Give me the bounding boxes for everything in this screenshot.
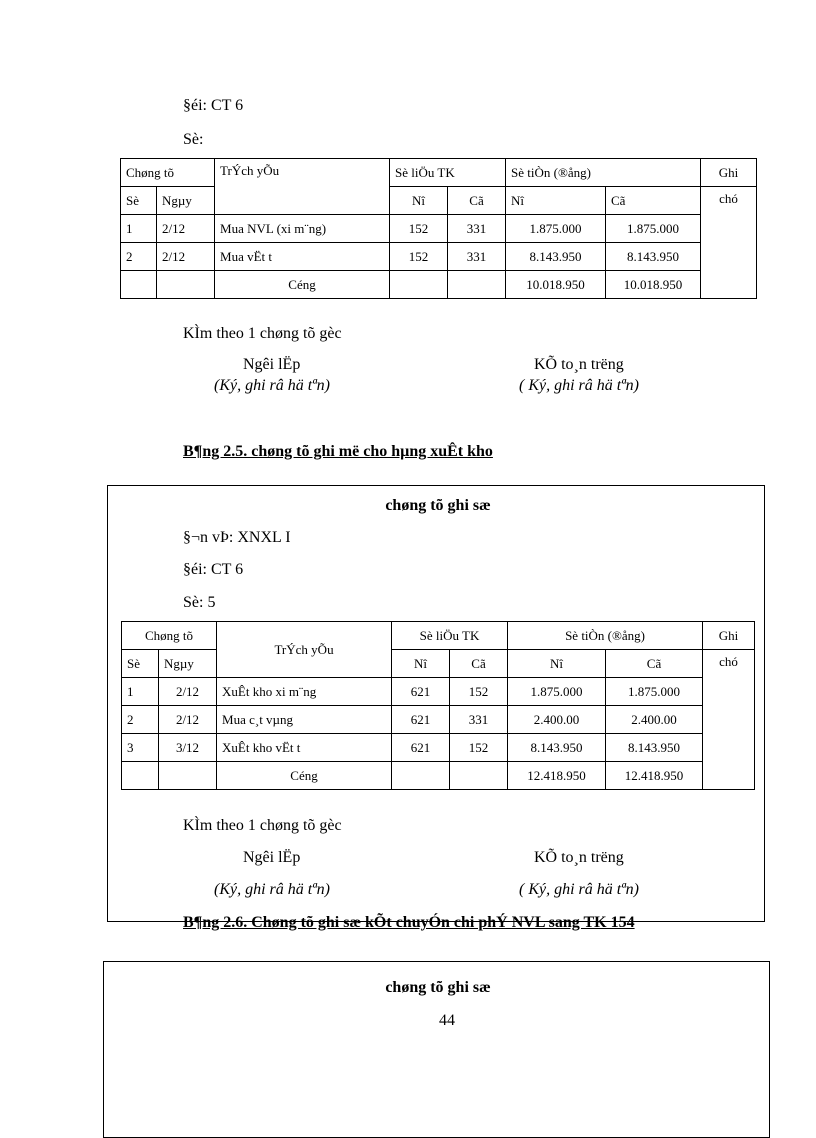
header-ngay: Ngµy bbox=[159, 650, 217, 678]
header-chung-tu: Chøng tõ bbox=[122, 622, 217, 650]
header-so: Sè bbox=[122, 650, 159, 678]
chief-accountant-signature-note: ( Ký, ghi râ hä tªn) bbox=[519, 377, 639, 394]
header-so-hieu-tk: Sè liÖu TK bbox=[392, 622, 508, 650]
header-no-tk: Nî bbox=[390, 187, 448, 215]
cell-empty bbox=[392, 762, 450, 790]
cell-tk-co: 331 bbox=[448, 243, 506, 271]
header-trich-yeu: TrÝch yÕu bbox=[217, 622, 392, 678]
preparer-label: Ngêi lËp bbox=[243, 849, 301, 866]
cell-so: 3 bbox=[122, 734, 159, 762]
table-total-row bbox=[121, 271, 757, 299]
cell-tk-no: 152 bbox=[390, 215, 448, 243]
cell-trich-yeu: Mua c¸t vµng bbox=[217, 706, 392, 734]
table-row bbox=[122, 734, 755, 762]
cell-ngay: 2/12 bbox=[157, 243, 215, 271]
cell-tien-co: 1.875.000 bbox=[606, 678, 703, 706]
header-chung-tu: Chøng tõ bbox=[121, 159, 215, 187]
cell-trich-yeu: Mua NVL (xi m¨ng) bbox=[215, 215, 390, 243]
header-so-tien: Sè tiÒn (®ång) bbox=[506, 159, 701, 187]
page-number: 44 bbox=[439, 1012, 455, 1029]
header-so-tien: Sè tiÒn (®ång) bbox=[508, 622, 703, 650]
cell-tk-co: 331 bbox=[448, 215, 506, 243]
cell-empty bbox=[450, 762, 508, 790]
cell-ngay: 3/12 bbox=[159, 734, 217, 762]
chief-accountant-label: KÕ to¸n trëng bbox=[534, 356, 624, 373]
cell-empty bbox=[121, 271, 157, 299]
header-ghi-chu: Ghi bbox=[703, 622, 755, 650]
cell-ngay: 2/12 bbox=[159, 706, 217, 734]
cell-tien-no: 2.400.00 bbox=[508, 706, 606, 734]
cell-total-label: Céng bbox=[215, 271, 390, 299]
cell-tk-no: 621 bbox=[392, 678, 450, 706]
cell-total-no: 12.418.950 bbox=[508, 762, 606, 790]
team-label: §éi: CT 6 bbox=[183, 97, 244, 114]
cell-so: 2 bbox=[121, 243, 157, 271]
chief-accountant-signature-note: ( Ký, ghi râ hä tªn) bbox=[519, 881, 639, 898]
cell-so: 1 bbox=[121, 215, 157, 243]
cell-tk-co: 331 bbox=[450, 706, 508, 734]
header-co-tk: Cã bbox=[450, 650, 508, 678]
table-row bbox=[122, 678, 755, 706]
header-co-tien: Cã bbox=[606, 187, 701, 215]
voucher-number-label: Sè: bbox=[183, 131, 204, 148]
cell-tien-co: 8.143.950 bbox=[606, 243, 701, 271]
cell-so: 2 bbox=[122, 706, 159, 734]
header-no-tien: Nî bbox=[508, 650, 606, 678]
table-header-row bbox=[122, 622, 755, 650]
cell-tk-no: 621 bbox=[392, 734, 450, 762]
cell-tien-no: 1.875.000 bbox=[508, 678, 606, 706]
preparer-signature-note: (Ký, ghi râ hä tªn) bbox=[214, 881, 330, 898]
cell-empty bbox=[157, 271, 215, 299]
preparer-label: Ngêi lËp bbox=[243, 356, 301, 373]
voucher-table-1 bbox=[120, 158, 757, 299]
header-co-tien: Cã bbox=[606, 650, 703, 678]
chief-accountant-label: KÕ to¸n trëng bbox=[534, 849, 624, 866]
cell-total-co: 12.418.950 bbox=[606, 762, 703, 790]
cell-tk-co: 152 bbox=[450, 678, 508, 706]
cell-trich-yeu: XuÊt kho vËt t bbox=[217, 734, 392, 762]
cell-empty bbox=[122, 762, 159, 790]
cell-empty bbox=[159, 762, 217, 790]
cell-tien-no: 8.143.950 bbox=[506, 243, 606, 271]
cell-tien-co: 8.143.950 bbox=[606, 734, 703, 762]
header-ghi-chu-2: chó bbox=[703, 650, 755, 790]
team-label: §éi: CT 6 bbox=[183, 561, 244, 578]
header-ghi-chu: Ghi bbox=[701, 159, 757, 187]
table-row bbox=[122, 706, 755, 734]
cell-total-no: 10.018.950 bbox=[506, 271, 606, 299]
attachment-note: KÌm theo 1 chøng tõ gèc bbox=[183, 325, 342, 342]
table-subheader-row bbox=[122, 650, 755, 678]
table-caption-2-5: B¶ng 2.5. chøng tõ ghi më cho hµng xuÊt kho bbox=[183, 443, 493, 460]
cell-trich-yeu: Mua vËt t bbox=[215, 243, 390, 271]
header-so-hieu-tk: Sè liÖu TK bbox=[390, 159, 506, 187]
voucher-table-2 bbox=[121, 621, 755, 790]
header-no-tk: Nî bbox=[392, 650, 450, 678]
unit-label: §¬n vÞ: XNXL I bbox=[183, 529, 291, 546]
header-so: Sè bbox=[121, 187, 157, 215]
table-row bbox=[121, 243, 757, 271]
header-no-tien: Nî bbox=[506, 187, 606, 215]
cell-tk-no: 621 bbox=[392, 706, 450, 734]
cell-total-label: Céng bbox=[217, 762, 392, 790]
cell-ngay: 2/12 bbox=[159, 678, 217, 706]
header-ghi-chu-2: chó bbox=[701, 187, 757, 299]
cell-empty bbox=[448, 271, 506, 299]
cell-ngay: 2/12 bbox=[157, 215, 215, 243]
voucher-title: chøng tõ ghi sæ bbox=[385, 497, 491, 514]
voucher-title: chøng tõ ghi sæ bbox=[385, 979, 491, 996]
header-ngay: Ngµy bbox=[157, 187, 215, 215]
header-trich-yeu: TrÝch yÕu bbox=[215, 159, 390, 215]
table-header-row bbox=[121, 159, 757, 187]
table-total-row bbox=[122, 762, 755, 790]
cell-trich-yeu: XuÊt kho xi m¨ng bbox=[217, 678, 392, 706]
cell-tk-co: 152 bbox=[450, 734, 508, 762]
cell-tien-co: 2.400.00 bbox=[606, 706, 703, 734]
cell-so: 1 bbox=[122, 678, 159, 706]
cell-tien-no: 8.143.950 bbox=[508, 734, 606, 762]
header-co-tk: Cã bbox=[448, 187, 506, 215]
cell-total-co: 10.018.950 bbox=[606, 271, 701, 299]
cell-empty bbox=[390, 271, 448, 299]
cell-tien-co: 1.875.000 bbox=[606, 215, 701, 243]
preparer-signature-note: (Ký, ghi râ hä tªn) bbox=[214, 377, 330, 394]
attachment-note: KÌm theo 1 chøng tõ gèc bbox=[183, 817, 342, 834]
cell-tien-no: 1.875.000 bbox=[506, 215, 606, 243]
table-caption-2-6: B¶ng 2.6. Chøng tõ ghi sæ kÕt chuyÓn chi phÝ NVL sang TK 154 bbox=[183, 914, 635, 931]
voucher-number-label: Sè: 5 bbox=[183, 594, 216, 611]
cell-tk-no: 152 bbox=[390, 243, 448, 271]
table-row bbox=[121, 215, 757, 243]
